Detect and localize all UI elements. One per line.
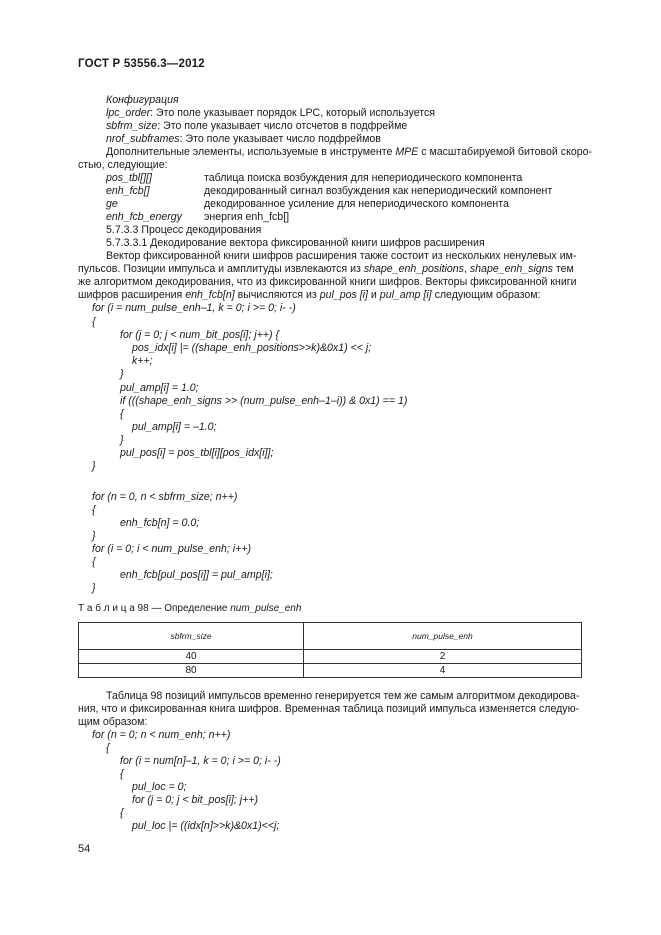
intro-text: с масштабируемой битовой скоро-: [418, 146, 593, 158]
var: shape_enh_positions: [363, 263, 464, 275]
code-line: for (i = num[n]–1, k = 0; i >= 0; i- -): [120, 755, 281, 767]
code-line: }: [92, 582, 96, 594]
text: и: [367, 289, 380, 301]
table-row: [79, 664, 582, 678]
text: шифров расширения: [78, 289, 186, 301]
code-line: pul_loc |= ((idx[n]>>k)&0x1)<<j;: [132, 820, 280, 832]
var: pul_pos [i]: [319, 289, 368, 301]
text: пульсов. Позиции импульса и амплитуды извлекаются из: [78, 263, 364, 275]
def-desc: энергия enh_fcb[]: [204, 211, 290, 223]
code-line: {: [120, 408, 124, 420]
table-header-cell: num_pulse_enh: [304, 623, 582, 650]
code-line: {: [120, 768, 124, 780]
code-line: {: [92, 556, 96, 568]
text: ,: [463, 263, 470, 275]
para1-line: [78, 289, 540, 301]
def-term: enh_fcb[]: [106, 185, 150, 197]
table-98: [78, 622, 582, 678]
para2-line: щим образом:: [78, 716, 148, 728]
var: enh_fcb[n]: [185, 289, 235, 301]
var: pul_amp [i]: [379, 289, 432, 301]
code-line: for (i = num_pulse_enh–1, k = 0; i >= 0; i- -): [92, 302, 296, 314]
code-line: for (j = 0; j < bit_pos[i]; j++): [132, 794, 259, 806]
section-heading-5-7-3-3: 5.7.3.3 Процесс декодирования: [106, 224, 262, 236]
table-cell: 80: [79, 664, 304, 678]
def-desc: декодированное усиление для непериодического компонента: [204, 198, 509, 210]
para2-line: ния, что и фиксированная книга шифров. Временная таблица позиций импульса изменяется следую-: [78, 703, 580, 715]
def-desc: декодированный сигнал возбуждения как непериодический компонент: [204, 185, 553, 197]
def-term: enh_fcb_energy: [106, 211, 182, 223]
code-line: for (i = 0; i < num_pulse_enh; i++): [92, 543, 251, 555]
code-line: }: [92, 460, 96, 472]
code-line: pos_idx[i] |= ((shape_enh_positions>>k)&0x1) << j;: [132, 342, 372, 354]
intro-line-2: стью, следующие:: [78, 159, 168, 171]
caption-name: num_pulse_enh: [230, 603, 302, 614]
code-line: if (((shape_enh_signs >> (num_pulse_enh–1–i)) & 0x1) == 1): [120, 395, 408, 407]
code-line: for (n = 0; n < num_enh; n++): [92, 729, 231, 741]
field-desc: : Это поле указывает порядок LPC, который используется: [150, 107, 436, 119]
code-line: for (j = 0; j < num_bit_pos[i]; j++) {: [120, 329, 279, 341]
intro-line-1: [106, 146, 592, 158]
table-cell: 40: [79, 650, 304, 664]
code-line: }: [92, 530, 96, 542]
section-heading-5-7-3-3-1: 5.7.3.3.1 Декодирование вектора фиксированной книги шифров расширения: [106, 237, 485, 249]
code-line: {: [92, 504, 96, 516]
field-name: sbfrm_size: [106, 120, 158, 132]
field-desc: : Это поле указывает число подфреймов: [179, 133, 381, 145]
para1-line: Вектор фиксированной книги шифров расширения также состоит из нескольких ненулевых им-: [106, 250, 577, 262]
para2-line: Таблица 98 позиций импульсов временно генерируется тем же самым алгоритмом декодирова-: [106, 690, 580, 702]
field-name: lpc_order: [106, 107, 151, 119]
para1-line: [78, 263, 574, 275]
text: тем: [552, 263, 574, 275]
intro-text: Дополнительные элементы, используемые в инструменте: [106, 146, 396, 158]
def-desc: таблица поиска возбуждения для непериодического компонента: [204, 172, 523, 184]
code-line: enh_fcb[pul_pos[i]] = pul_amp[i];: [120, 569, 273, 581]
table-cell: 4: [304, 664, 582, 678]
intro-mpe: MPE: [395, 146, 419, 158]
config-field-nrof-subframes: [106, 133, 381, 145]
code-line: pul_amp[i] = 1.0;: [120, 382, 199, 394]
code-line: {: [106, 742, 110, 754]
config-field-lpc-order: [106, 107, 435, 119]
code-line: k++;: [132, 355, 153, 367]
table-row: [79, 650, 582, 664]
table-caption: [78, 603, 301, 614]
field-desc: : Это поле указывает число отсчетов в подфрейме: [157, 120, 408, 132]
def-term: pos_tbl[][]: [106, 172, 152, 184]
code-line: }: [120, 368, 124, 380]
code-line: pul_amp[i] = –1.0;: [132, 421, 217, 433]
config-field-sbfrm-size: [106, 120, 407, 132]
field-name: nrof_subframes: [106, 133, 180, 145]
table-header-cell: sbfrm_size: [79, 623, 304, 650]
table-header-row: [79, 623, 582, 650]
code-line: enh_fcb[n] = 0.0;: [120, 517, 200, 529]
code-line: pul_pos[i] = pos_tbl[i][pos_idx[i]];: [120, 447, 274, 459]
code-line: {: [120, 807, 124, 819]
var: shape_enh_signs: [469, 263, 553, 275]
code-line: pul_loc = 0;: [132, 781, 187, 793]
code-line: }: [120, 434, 124, 446]
caption-prefix: Т а б л и ц а 98 — Определение: [78, 603, 231, 614]
code-line: {: [92, 316, 96, 328]
page-number: 54: [78, 843, 91, 855]
def-term: ge: [106, 198, 118, 210]
para1-line: же алгоритмом декодирования, что из фиксированной книги шифров. Векторы фиксированной книги: [78, 276, 577, 288]
text: вычисляются из: [234, 289, 320, 301]
table-cell: 2: [304, 650, 582, 664]
config-heading: Конфигурация: [106, 94, 179, 106]
text: следующим образом:: [431, 289, 541, 301]
code-line: for (n = 0, n < sbfrm_size; n++): [92, 491, 238, 503]
document-header: ГОСТ Р 53556.3—2012: [78, 58, 205, 70]
